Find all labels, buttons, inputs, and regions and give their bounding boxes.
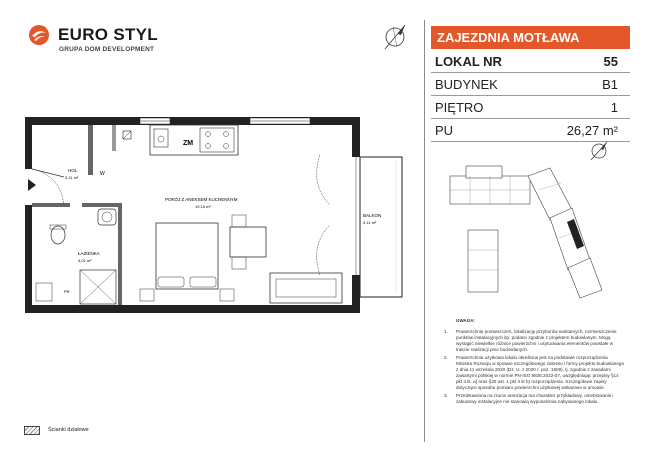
floor-plan (20, 115, 420, 335)
electrical-panel-icon (123, 131, 131, 139)
wm-tag: W (100, 171, 105, 177)
room-area-pokoj: 19,15 m² (195, 204, 211, 209)
eurostyl-swirl-logo-icon (28, 24, 50, 46)
notes (444, 318, 624, 407)
room-area-hol: 3,11 m² (65, 175, 79, 180)
info-value: 26,27 m² (566, 123, 618, 138)
info-value: B1 (602, 77, 618, 92)
info-row-budynek (431, 73, 630, 96)
room-label-hol: HOL (68, 168, 78, 173)
note-item (444, 355, 624, 391)
brand-logo (28, 24, 158, 60)
room-label-balkon: BALKON (363, 213, 382, 218)
project-title: ZAJEZDNIA MOTŁAWA (431, 26, 630, 49)
note-number: 1. (444, 329, 448, 334)
info-value: 55 (603, 54, 618, 69)
building-key-plan (440, 150, 630, 310)
note-number: 3. (444, 393, 448, 398)
info-label: LOKAL NR (435, 54, 502, 69)
info-value: 1 (610, 100, 618, 115)
note-text: Powierzchnię pomieszczeń, lokalizację przyborów sanitarnych, rozmieszczenie punktów instalacyjnych itp. podano zgodnie z projektem budowlanym. Mogą wystąpić niewielkie różnice powierzchni i usytuowania elementów powstałe w trakcie realizacji prac budowlanych. (456, 329, 617, 352)
partition-wall-swatch (24, 426, 40, 435)
info-row-pietro (431, 96, 630, 119)
room-area-balkon: 3,11 m² (363, 220, 377, 225)
legend-label: Ścianki działowe (48, 427, 89, 433)
room-label-pokoj: POKÓJ Z ANEKSEM KUCHENNYM (165, 197, 238, 202)
note-number: 2. (444, 355, 448, 360)
zm-tag: ZM (183, 140, 194, 147)
info-label: PIĘTRO (435, 100, 484, 115)
note-item (444, 329, 624, 353)
notes-title: UWAGA: (456, 318, 476, 323)
brand-name: EURO STYL (58, 25, 158, 44)
room-label-lazienka: ŁAZIENKA (78, 251, 100, 256)
info-row-pu (431, 119, 630, 142)
info-label: BUDYNEK (435, 77, 498, 92)
brand-subtitle: GRUPA DOM DEVELOPMENT (59, 46, 155, 53)
door-swing-icon (32, 169, 64, 205)
pr-tag: PR (64, 289, 70, 294)
compass-icon (380, 22, 410, 52)
info-label: PU (435, 123, 454, 138)
note-item (444, 393, 624, 405)
room-area-lazienka: 4,01 m² (78, 258, 92, 263)
note-text: Powierzchnia użytkowa lokalu określona jest na podstawie rozporządzenia Ministra Rozwoju w sprawie szczegółowego zakresu i formy projektu budowlanego z dnia 11 września 2020 (Dz. U. z 2020 r. poz. 1609), tj. zgodnie z zasadami zawartymi polskiej w normie PN-ISO 9836:2022-07, uwzględniając przepisy §14 pkt 4 lit. a) oraz §20 ust. 1 pkt 4 lit b) rozporządzenia. Szczegółowe zapisy dotyczące sposobu pomiaru powierzchni użytkowej wskazane w umowie. (456, 355, 625, 390)
info-row-lokal (431, 50, 630, 73)
note-text: Przedstawiona na rzucie aranżacja ma charakter przykładowy, umeblowanie i zabudowy instalacyjne nie stanowią wyposażenia nabywanego lokalu. (456, 393, 614, 404)
panel-divider (424, 20, 425, 442)
